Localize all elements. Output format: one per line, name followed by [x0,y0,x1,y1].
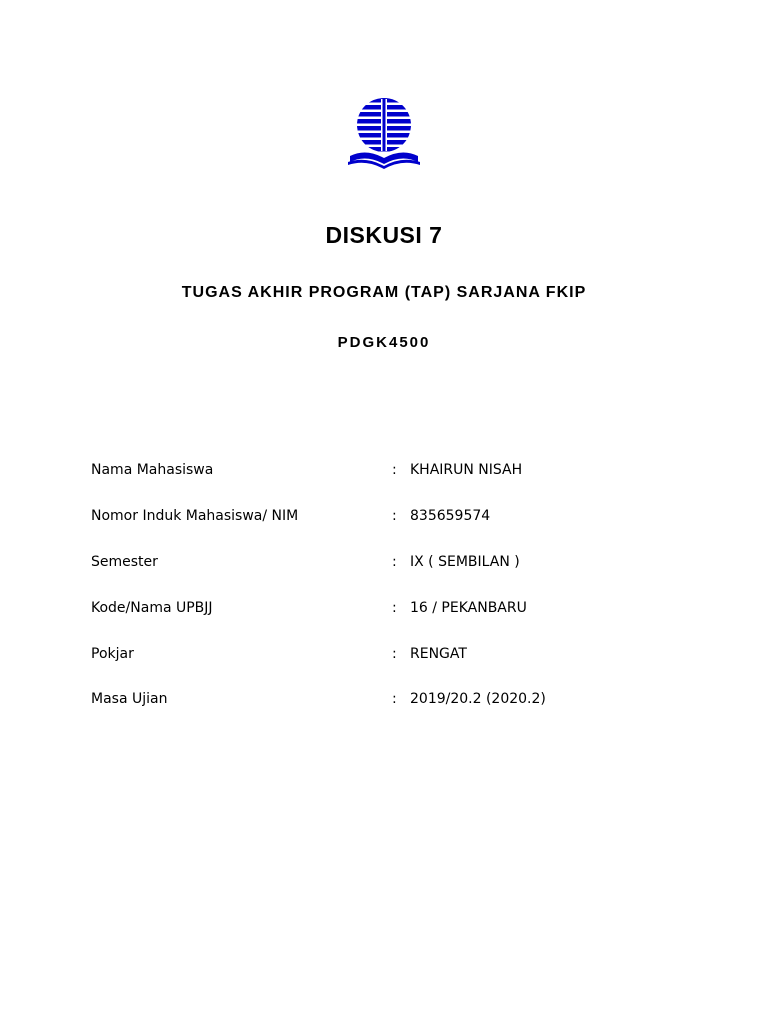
info-separator: : [392,600,397,616]
info-value: 16 / PEKANBARU [410,600,527,616]
info-row-upbjj [91,600,691,622]
info-value: 2019/20.2 (2020.2) [410,691,546,707]
info-label: Semester [91,554,158,570]
info-value: KHAIRUN NISAH [410,462,523,478]
info-row-masa-ujian [91,691,691,713]
course-code: PDGK4500 [337,334,431,351]
document-subtitle: TUGAS AKHIR PROGRAM (TAP) SARJANA FKIP [181,284,587,301]
info-row-nim [91,508,691,530]
info-value: IX ( SEMBILAN ) [410,554,520,570]
info-label: Masa Ujian [91,691,168,707]
info-label: Nomor Induk Mahasiswa/ NIM [91,508,299,524]
info-label: Pokjar [91,646,134,662]
university-emblem-icon [346,96,422,170]
info-separator: : [392,691,397,707]
info-label: Nama Mahasiswa [91,462,214,478]
info-separator: : [392,462,397,478]
info-separator: : [392,646,397,662]
info-separator: : [392,554,397,570]
info-label: Kode/Nama UPBJJ [91,600,213,616]
info-value: RENGAT [410,646,467,662]
info-row-semester [91,554,691,576]
info-value: 835659574 [410,508,491,524]
info-row-nama [91,462,691,484]
info-row-pokjar [91,646,691,668]
info-separator: : [392,508,397,524]
document-title: DISKUSI 7 [325,222,443,248]
